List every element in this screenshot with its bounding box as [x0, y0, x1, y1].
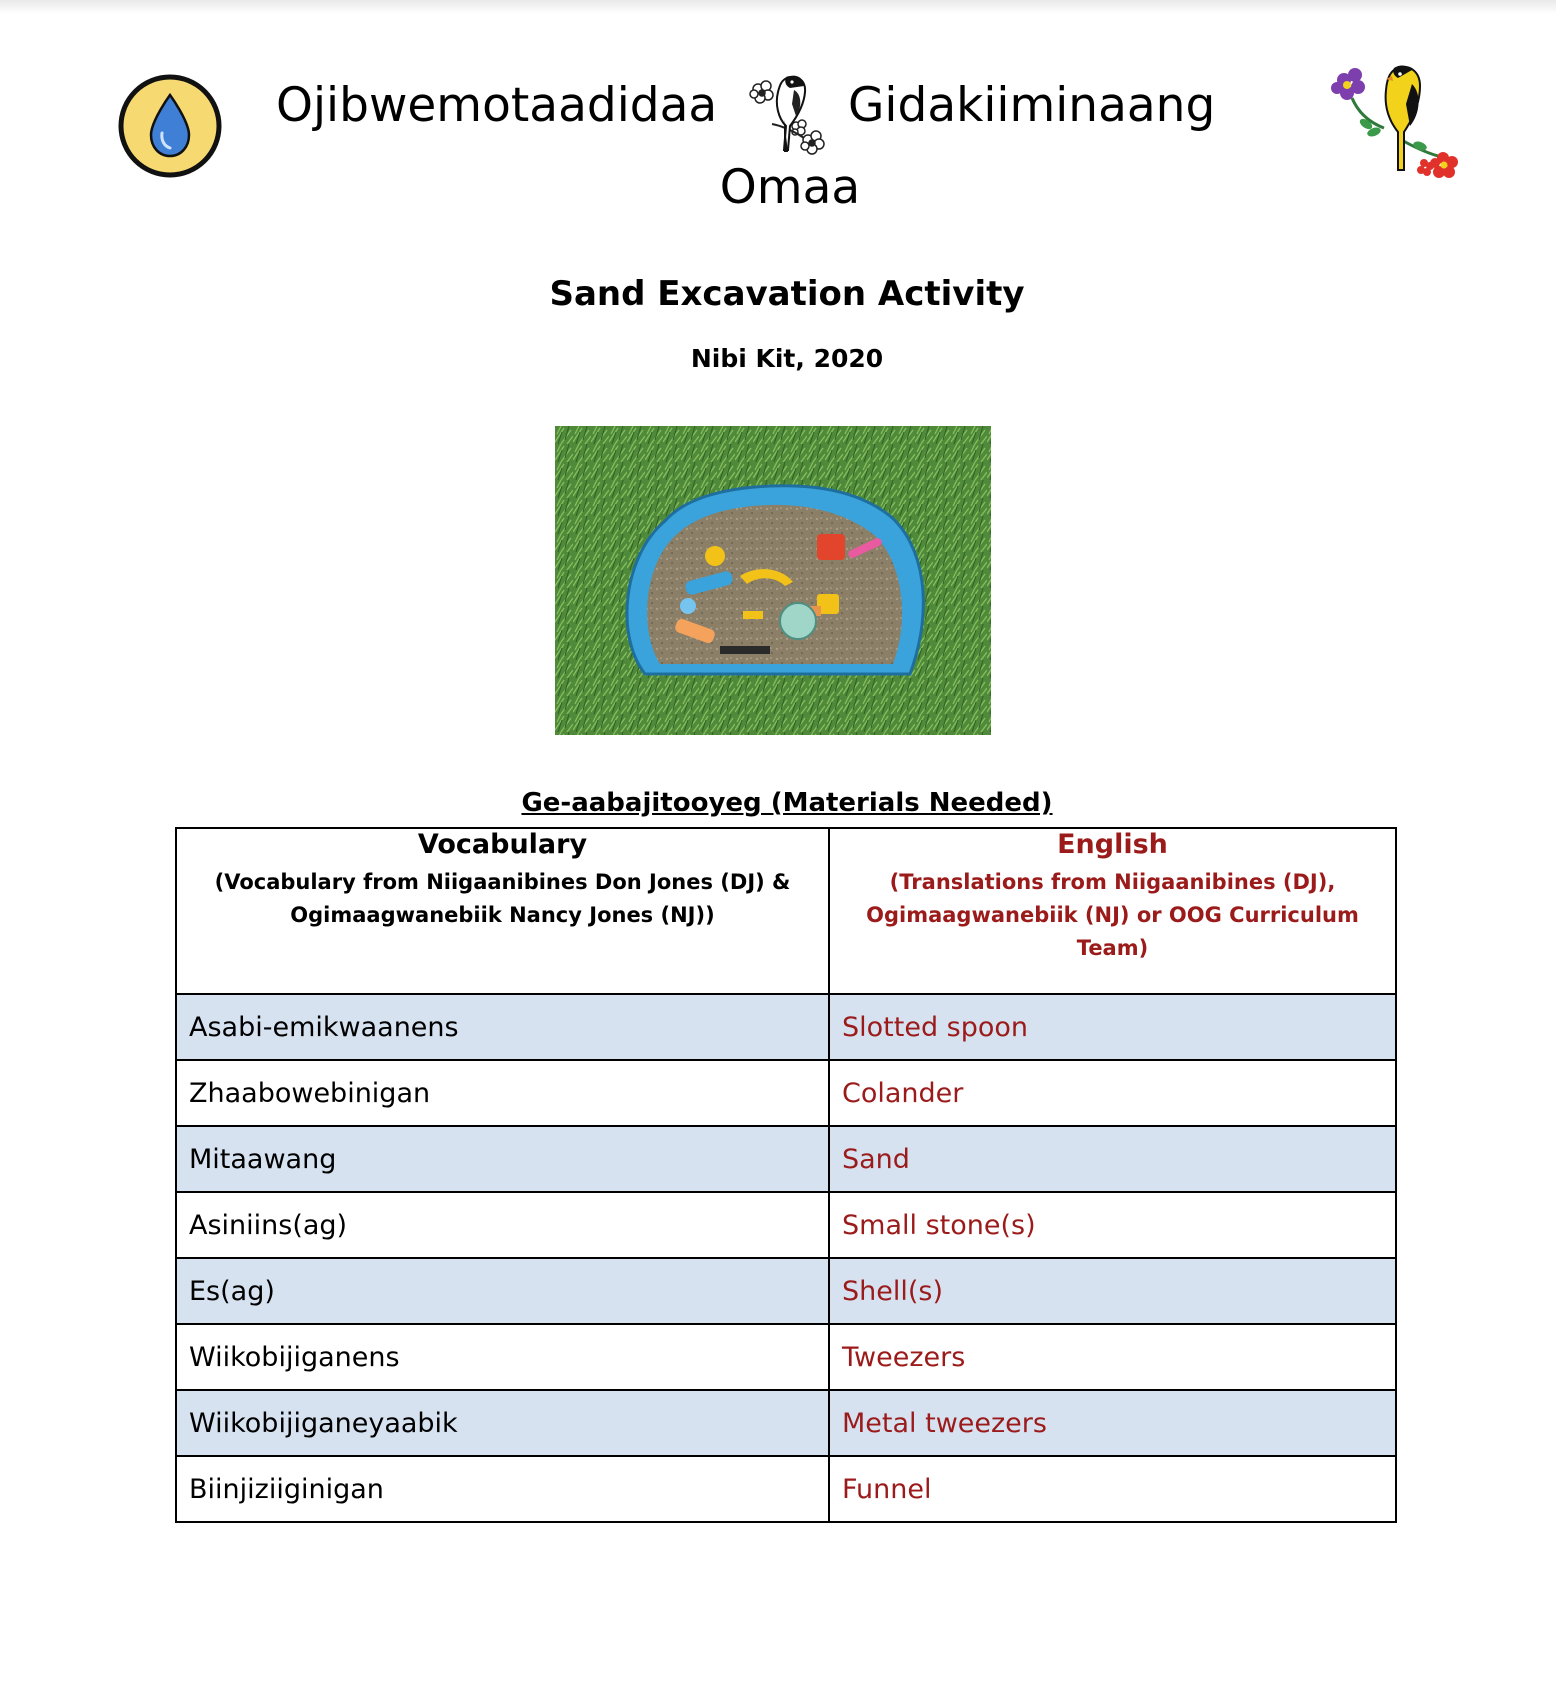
site-title-line-2: Omaa [719, 160, 861, 215]
table-row [176, 1324, 1396, 1390]
english-term: Funnel [829, 1456, 1396, 1522]
vocabulary-column-header [176, 828, 829, 994]
sand-tray-photo [555, 426, 991, 735]
english-term: Small stone(s) [829, 1192, 1396, 1258]
english-header-note: (Translations from Niigaanibines (DJ), Ogimaagwanebiik (NJ) or OOG Curriculum Team) [866, 870, 1359, 960]
materials-table [175, 827, 1397, 1523]
table-row [176, 1258, 1396, 1324]
chickadee-icon [742, 64, 832, 156]
english-header-title: English [1057, 829, 1168, 860]
table-row [176, 1126, 1396, 1192]
english-column-header [829, 828, 1396, 994]
goldfinch-flowers-icon [1328, 60, 1460, 184]
document-heading: Sand Excavation Activity [549, 274, 1025, 314]
top-edge-shadow [0, 0, 1556, 14]
vocabulary-header-note: (Vocabulary from Niigaanibines Don Jones (DJ) & Ogimaagwanebiik Nancy Jones (NJ)) [214, 870, 791, 927]
ojibwe-term: Wiikobijiganeyaabik [176, 1390, 829, 1456]
table-header-row [176, 828, 1396, 994]
english-term: Tweezers [829, 1324, 1396, 1390]
table-row [176, 1060, 1396, 1126]
ojibwe-term: Biinjiziiginigan [176, 1456, 829, 1522]
table-row [176, 994, 1396, 1060]
site-title-word-1: Ojibwemotaadidaa [276, 78, 718, 133]
english-term: Shell(s) [829, 1258, 1396, 1324]
ojibwe-term: Es(ag) [176, 1258, 829, 1324]
english-term: Colander [829, 1060, 1396, 1126]
english-term: Slotted spoon [829, 994, 1396, 1060]
ojibwe-term: Wiikobijiganens [176, 1324, 829, 1390]
english-term: Metal tweezers [829, 1390, 1396, 1456]
ojibwe-term: Zhaabowebinigan [176, 1060, 829, 1126]
table-row [176, 1456, 1396, 1522]
ojibwe-term: Asiniins(ag) [176, 1192, 829, 1258]
materials-section-heading: Ge-aabajitooyeg (Materials Needed) [521, 788, 1053, 818]
ojibwe-term: Asabi-emikwaanens [176, 994, 829, 1060]
table-row [176, 1390, 1396, 1456]
table-row [176, 1192, 1396, 1258]
site-title-word-2: Gidakiiminaang [848, 78, 1216, 133]
ojibwe-term: Mitaawang [176, 1126, 829, 1192]
document-subheading: Nibi Kit, 2020 [690, 344, 884, 373]
english-term: Sand [829, 1126, 1396, 1192]
vocabulary-header-title: Vocabulary [417, 829, 588, 860]
